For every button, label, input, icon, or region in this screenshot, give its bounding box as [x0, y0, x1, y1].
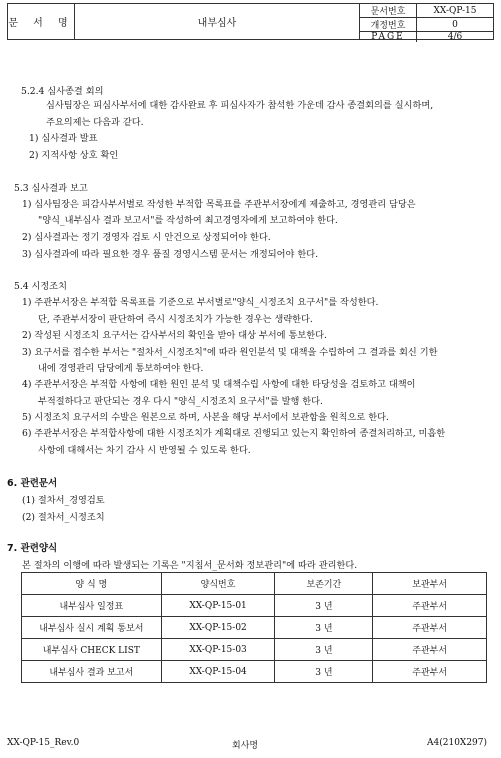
table-cell: 3 년 — [275, 617, 373, 639]
table-header-row — [22, 573, 487, 595]
footer-doc-code: XX-QP-15_Rev.0 — [7, 738, 80, 748]
meta-key: 개정번호 — [360, 18, 417, 31]
footer-paper-size: A4(210X297) — [427, 738, 488, 748]
table-cell: 3 년 — [275, 595, 373, 617]
list-item: (1) 절차서_경영검토 — [22, 495, 105, 506]
section-heading: 7. 관련양식 — [7, 543, 58, 554]
meta-key: 문서번호 — [360, 4, 417, 17]
table-cell: 3 년 — [275, 639, 373, 661]
table-cell: 주관부서 — [373, 595, 487, 617]
meta-row-doc-number — [360, 4, 493, 18]
section-heading: 6. 관련문서 — [7, 478, 58, 489]
list-item: 1) 심사결과 발표 — [29, 133, 98, 144]
doc-meta — [360, 4, 493, 42]
doc-title: 내부심사 — [75, 4, 360, 39]
forms-table — [21, 572, 487, 683]
column-header: 보관부서 — [373, 573, 487, 595]
paragraph-line: 심사팀장은 피심사부서에 대한 감사완료 후 피심사자가 참석한 가운데 감사 종결회의를 실시하며, — [46, 100, 434, 111]
paragraph-line: 6) 주관부서장은 부적합사항에 대한 시정조치가 계획대로 진행되고 있는지 확인하여 종결처리하고, 미흡한 — [22, 428, 446, 439]
paragraph-line: 2) 작성된 시정조치 요구서는 감사부서의 확인을 받아 대상 부서에 통보한다. — [22, 330, 327, 341]
table-row — [22, 639, 487, 661]
section-heading: 5.4 시정조치 — [14, 281, 68, 292]
table-row — [22, 617, 487, 639]
footer-company: 회사명 — [232, 741, 259, 751]
column-header: 양식번호 — [161, 573, 275, 595]
paragraph-line: 3) 요구서를 접수한 부서는 "절차서_시정조치"에 따라 원인분석 및 대책을 수립하여 그 결과를 회신 기한 — [22, 347, 438, 358]
meta-row-page — [360, 32, 493, 42]
paragraph-line: 2) 심사결과는 정기 경영자 검토 시 안건으로 상정되어야 한다. — [22, 232, 271, 243]
table-cell: 내부심사 CHECK LIST — [22, 639, 162, 661]
table-cell: XX-QP-15-04 — [161, 661, 275, 683]
paragraph-line: 1) 심사팀장은 피감사부서별로 작성한 부적합 목록표를 주관부서장에게 제출하고, 경영관리 담당은 — [22, 199, 416, 210]
paragraph-line: 3) 심사결과에 따라 필요한 경우 품질 경영시스템 문서는 개정되어야 한다. — [22, 249, 319, 260]
meta-row-revision — [360, 18, 493, 32]
table-cell: XX-QP-15-02 — [161, 617, 275, 639]
table-cell: 주관부서 — [373, 639, 487, 661]
table-row — [22, 661, 487, 683]
paragraph-line: 5) 시정조치 요구서의 수발은 원본으로 하며, 사본을 해당 부서에서 보관함을 원칙으로 한다. — [22, 412, 389, 423]
meta-key: PAGE — [360, 32, 417, 42]
paragraph-line: 1) 주관부서장은 부적합 목록표를 기준으로 부서별로"양식_시정조치 요구서"를 작성한다. — [22, 297, 379, 308]
table-cell: 내부심사 일정표 — [22, 595, 162, 617]
table-row — [22, 595, 487, 617]
paragraph-line: 단, 주관부서장이 판단하여 즉시 시정조치가 가능한 경우는 생략한다. — [38, 314, 313, 325]
section-heading: 5.3 심사결과 보고 — [14, 183, 88, 194]
table-cell: 3 년 — [275, 661, 373, 683]
meta-value: 0 — [452, 19, 458, 30]
list-item: 2) 지적사항 상호 확인 — [29, 150, 119, 161]
paragraph-line: 주요의제는 다음과 같다. — [46, 117, 144, 128]
table-cell: XX-QP-15-01 — [161, 595, 275, 617]
column-header: 보존기간 — [275, 573, 373, 595]
paragraph-line: 부적절하다고 판단되는 경우 다시 "양식_시정조치 요구서"를 발행 한다. — [38, 396, 323, 407]
table-cell: 주관부서 — [373, 617, 487, 639]
paragraph-line: 본 절차의 이행에 따라 발생되는 기록은 "지침서_문서화 정보관리"에 따라 관리한다. — [22, 560, 358, 571]
doc-name-label: 문 서 명 — [8, 4, 75, 39]
table-cell: 내부심사 실시 계획 통보서 — [22, 617, 162, 639]
meta-value: XX-QP-15 — [433, 5, 477, 16]
meta-value: 4/6 — [447, 32, 463, 42]
section-heading: 5.2.4 심사종결 회의 — [21, 86, 104, 97]
document-header — [7, 3, 494, 40]
paragraph-line: 사항에 대해서는 차기 감사 시 반영될 수 있도록 한다. — [38, 445, 251, 456]
paragraph-line: 내에 경영관리 담당에게 통보하여야 한다. — [38, 363, 204, 374]
table-cell: XX-QP-15-03 — [161, 639, 275, 661]
paragraph-line: "양식_내부심사 결과 보고서"를 작성하여 최고경영자에게 보고하여야 한다. — [38, 215, 338, 226]
table-cell: 주관부서 — [373, 661, 487, 683]
column-header: 양 식 명 — [22, 573, 162, 595]
list-item: (2) 절차서_시정조치 — [22, 512, 105, 523]
table-cell: 내부심사 결과 보고서 — [22, 661, 162, 683]
paragraph-line: 4) 주관부서장은 부적합 사항에 대한 원인 분석 및 대책수립 사항에 대한 타당성을 검토하고 대책이 — [22, 379, 416, 390]
